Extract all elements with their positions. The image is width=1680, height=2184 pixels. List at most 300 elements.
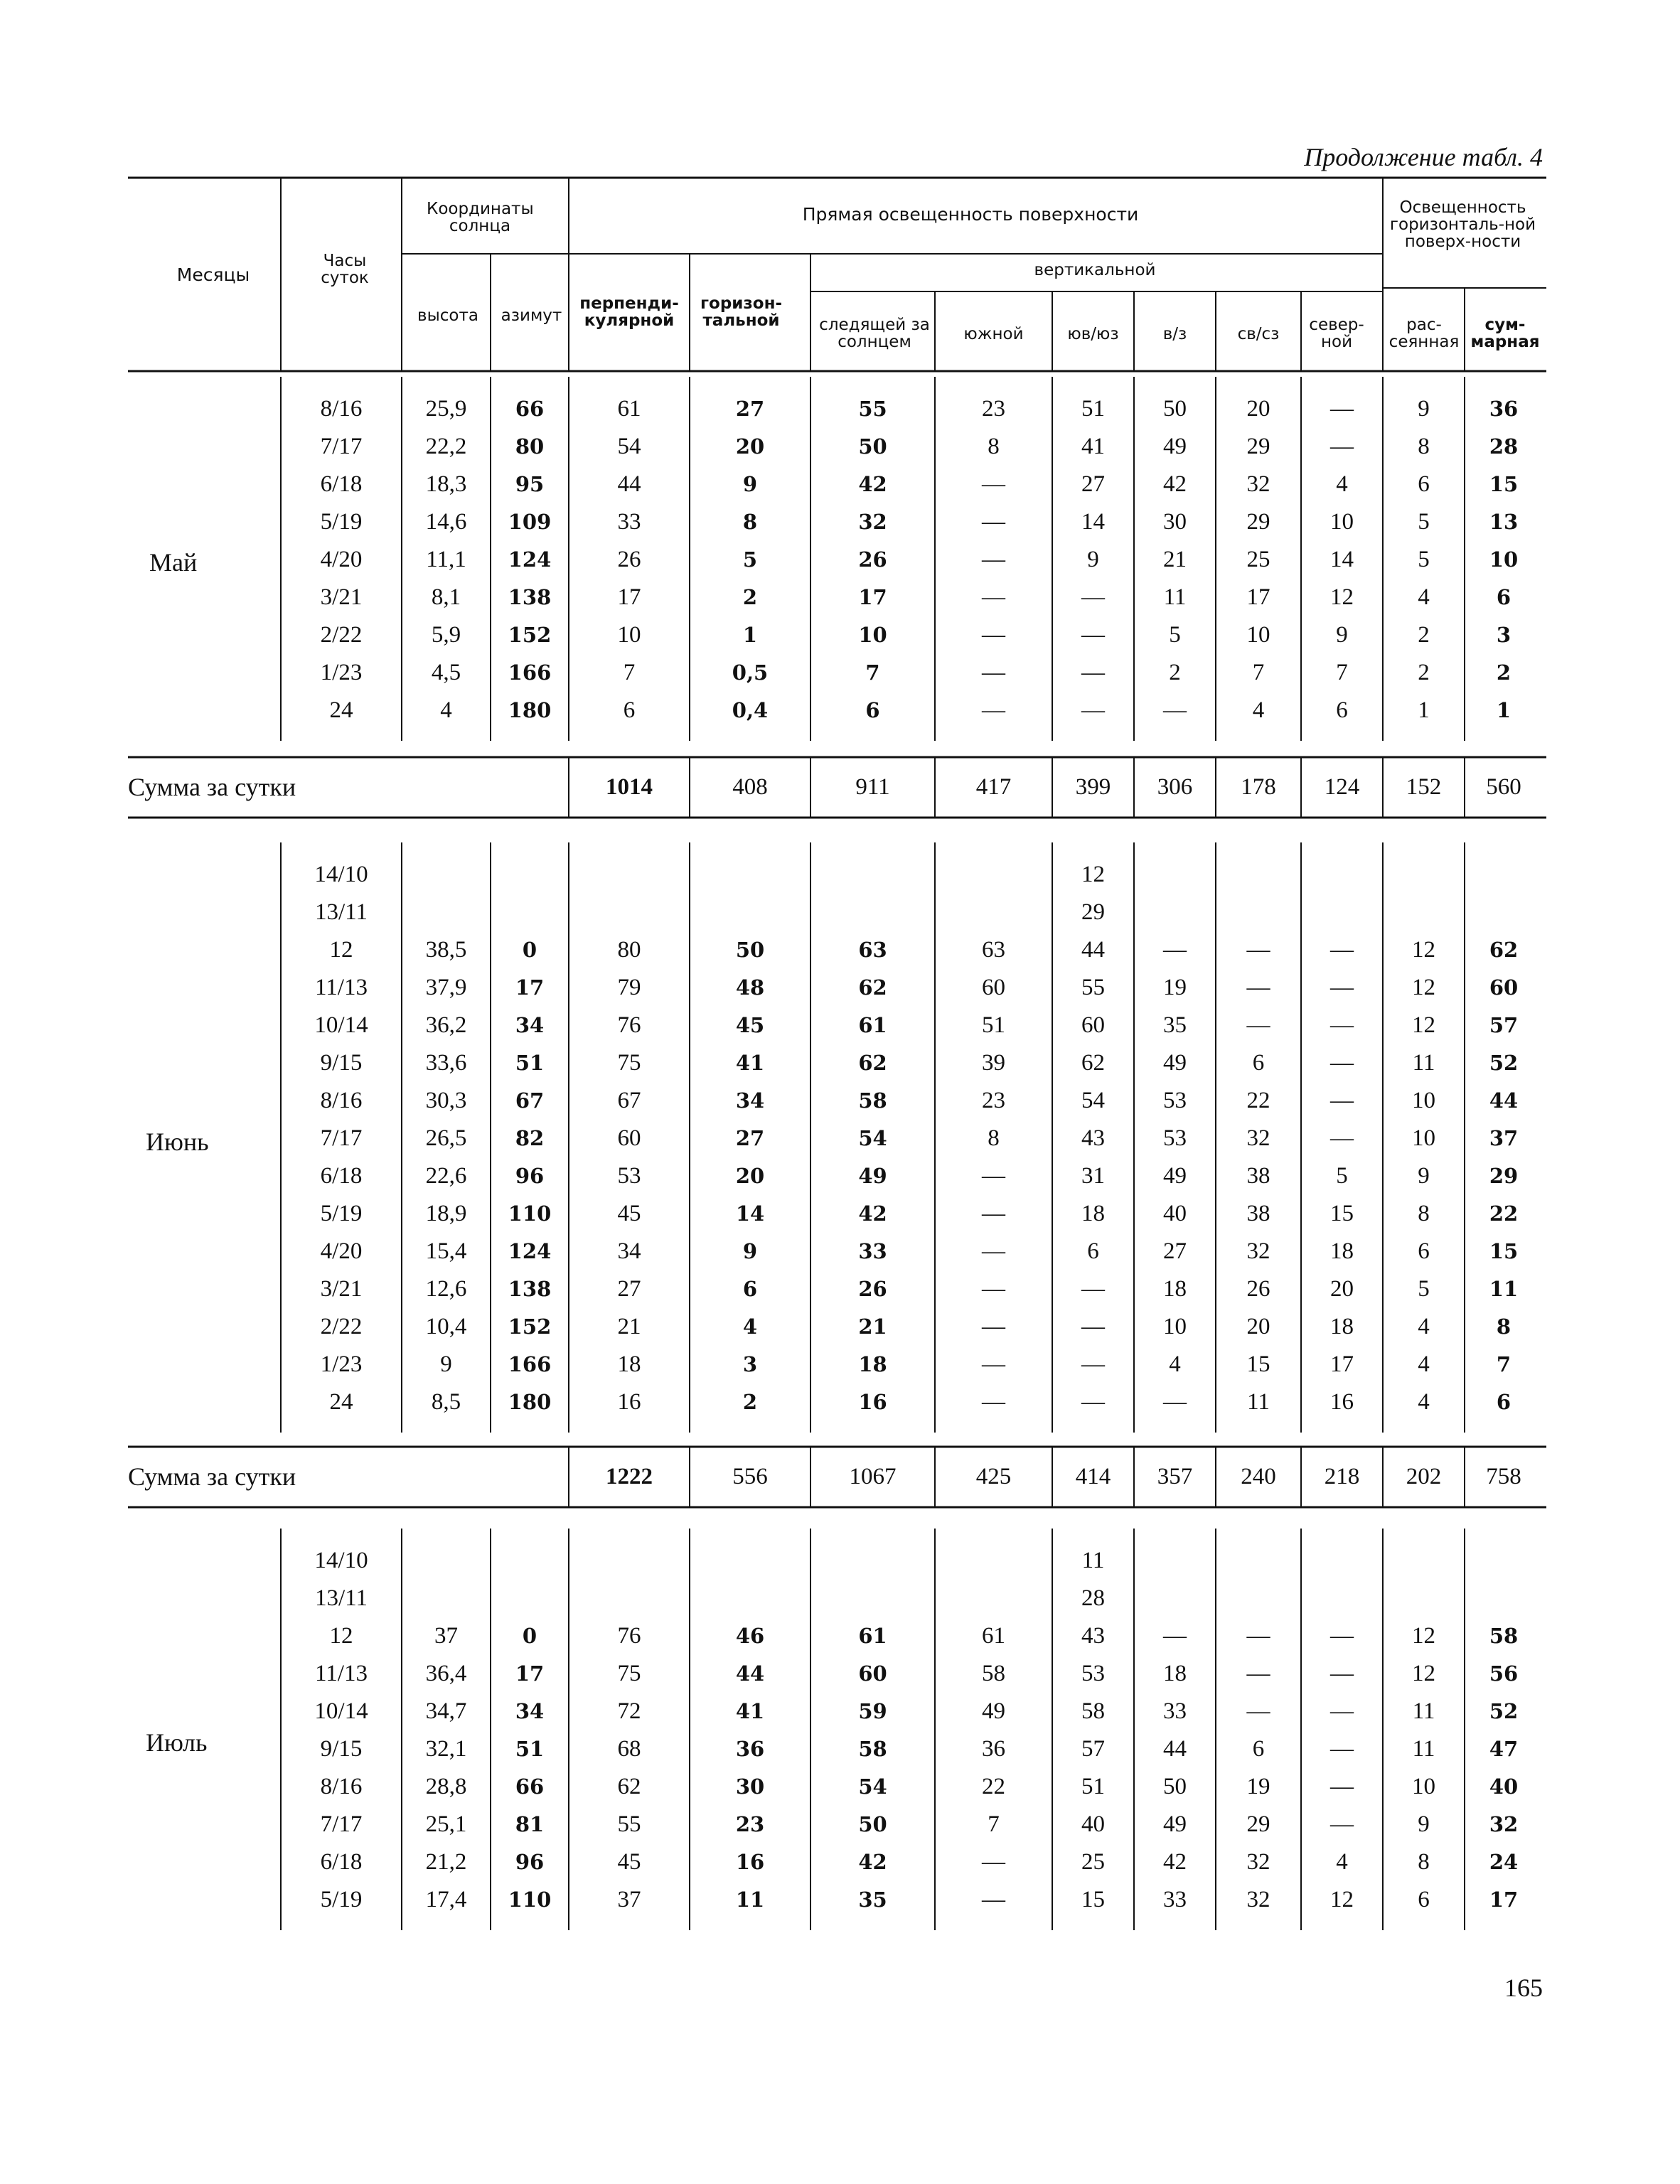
table-cell: 25,9 — [425, 396, 467, 422]
table-cell: 33 — [1163, 1887, 1187, 1912]
table-cell: 12 — [329, 1623, 353, 1649]
table-cell: 67 — [617, 1088, 641, 1113]
table-cell: 20 — [1246, 1314, 1270, 1339]
header-total: сум-марная — [1470, 316, 1540, 351]
table-cell: — — [982, 547, 1005, 572]
table-cell: 49 — [1163, 434, 1187, 459]
table-cell: — — [982, 1314, 1005, 1339]
table-cell: 57 — [1489, 1013, 1519, 1037]
table-cell: 60 — [617, 1125, 641, 1151]
table-cell: 38 — [1246, 1163, 1270, 1189]
table-cell: 4 — [440, 697, 452, 723]
table-cell: 5 — [1336, 1163, 1348, 1189]
table-cell: 34 — [617, 1238, 641, 1264]
table-cell: 4 — [1336, 1849, 1348, 1875]
page-number: 165 — [1504, 1974, 1543, 2002]
table-cell: 55 — [858, 397, 887, 421]
table-cell: 2/22 — [320, 1314, 363, 1339]
sum-cell: 202 — [1406, 1464, 1442, 1489]
table-cell: 66 — [515, 397, 545, 421]
header-ne-nw: св/сз — [1237, 325, 1280, 343]
header-diffuse: рас-сеянная — [1389, 316, 1460, 351]
table-cell: — — [1163, 937, 1187, 963]
table-cell: 9 — [440, 1351, 452, 1377]
table-cell: — — [1081, 660, 1105, 685]
table-cell: 11 — [1081, 1548, 1105, 1573]
table-cell: 40 — [1489, 1774, 1519, 1799]
table-cell: 32 — [1246, 1887, 1270, 1912]
table-cell: 138 — [508, 585, 552, 609]
table-cell: 61 — [617, 396, 641, 422]
table-cell: 18 — [1163, 1661, 1187, 1686]
table-cell: — — [1330, 1736, 1354, 1762]
table-cell: 6 — [742, 1277, 758, 1301]
table-cell: 49 — [1163, 1163, 1187, 1189]
table-cell: 11,1 — [426, 547, 466, 572]
sum-cell: 178 — [1241, 774, 1276, 800]
table-cell: 9/15 — [320, 1736, 363, 1762]
table-cell: 16 — [1330, 1389, 1354, 1415]
table-cell: — — [1246, 1661, 1270, 1686]
table-cell: 25 — [1081, 1849, 1105, 1875]
table-cell: 1 — [742, 623, 758, 647]
table-cell: 12 — [1330, 584, 1354, 610]
table-cell: 62 — [1489, 938, 1519, 962]
table-cell: 17 — [515, 975, 545, 1000]
table-cell: 3/21 — [320, 1276, 363, 1302]
table-cell: 9 — [1418, 1163, 1430, 1189]
table-cell: — — [982, 1238, 1005, 1264]
table-cell: 5,9 — [431, 622, 461, 648]
table-cell: 45 — [735, 1013, 765, 1037]
sum-cell: 560 — [1486, 774, 1521, 800]
table-cell: 0 — [522, 938, 537, 962]
table-cell: 9/15 — [320, 1050, 363, 1076]
table-cell: 45 — [617, 1201, 641, 1226]
table-cell: 42 — [858, 1201, 887, 1226]
table-cell: 4 — [1169, 1351, 1181, 1377]
table-cell: — — [982, 1389, 1005, 1415]
table-cell: 23 — [982, 396, 1005, 422]
table-cell: — — [982, 471, 1005, 497]
table-cell: 28 — [1081, 1585, 1105, 1611]
table-cell: 27 — [617, 1276, 641, 1302]
table-cell: 8,5 — [431, 1389, 461, 1415]
table-cell: 62 — [617, 1774, 641, 1799]
table-cell: 4 — [1252, 697, 1265, 723]
table-cell: 6/18 — [320, 1849, 363, 1875]
table-cell: 8/16 — [320, 1774, 363, 1799]
table-cell: 49 — [1163, 1811, 1187, 1837]
table-cell: 16 — [617, 1389, 641, 1415]
header-coords: Координаты солнца — [427, 200, 534, 235]
table-cell: 11 — [1247, 1389, 1270, 1415]
table-cell: 124 — [508, 547, 552, 572]
table-cell: 12 — [1412, 1623, 1435, 1649]
table-cell: — — [1081, 622, 1105, 648]
table-cell: 46 — [735, 1624, 765, 1648]
table-cell: 6/18 — [320, 1163, 363, 1189]
table-cell: 13 — [1489, 510, 1519, 534]
table-cell: — — [982, 660, 1005, 685]
table-cell: 44 — [1163, 1736, 1187, 1762]
table-cell: 63 — [858, 938, 887, 962]
table-cell: 110 — [508, 1201, 552, 1226]
table-cell: 8 — [1418, 434, 1430, 459]
table-cell: 42 — [1163, 471, 1187, 497]
table-cell: 8 — [742, 510, 758, 534]
table-cell: 12 — [1081, 862, 1105, 887]
table-cell: 18 — [858, 1352, 887, 1376]
table-cell: 52 — [1489, 1699, 1519, 1723]
table-cell: 2 — [742, 585, 758, 609]
table-cell: 42 — [858, 1850, 887, 1874]
table-cell: 12 — [1412, 937, 1435, 963]
table-cell: 43 — [1081, 1623, 1105, 1649]
table-cell: 33 — [617, 509, 641, 535]
table-cell: 5/19 — [320, 1201, 363, 1226]
table-cell: 58 — [1081, 1698, 1105, 1724]
table-cell: 10 — [1412, 1088, 1435, 1113]
table-cell: 12 — [1412, 975, 1435, 1000]
table-cell: 14/10 — [314, 862, 368, 887]
table-cell: 30,3 — [425, 1088, 467, 1113]
table-cell: 5/19 — [320, 509, 363, 535]
sum-cell: 1222 — [606, 1464, 653, 1489]
table-cell: 63 — [982, 937, 1005, 963]
table-cell: 27 — [1081, 471, 1105, 497]
table-cell: 7 — [623, 660, 636, 685]
sum-cell: 425 — [975, 1464, 1012, 1489]
table-cell: 14/10 — [314, 1548, 368, 1573]
table-cell: 43 — [1081, 1125, 1105, 1151]
table-cell: 124 — [508, 1239, 552, 1263]
table-cell: 60 — [858, 1661, 887, 1686]
table-cell: 27 — [1163, 1238, 1187, 1264]
table-cell: 82 — [515, 1126, 545, 1150]
table-cell: — — [1330, 1125, 1354, 1151]
table-cell: 4 — [1418, 1351, 1430, 1377]
table-cell: 50 — [858, 434, 887, 459]
table-cell: 8,1 — [431, 584, 461, 610]
table-cell: 52 — [1489, 1051, 1519, 1075]
table-cell: 44 — [735, 1661, 765, 1686]
table-cell: 26 — [617, 547, 641, 572]
table-cell: 36,2 — [425, 1012, 467, 1038]
table-cell: 0,4 — [732, 698, 769, 722]
table-cell: 33 — [858, 1239, 887, 1263]
table-cell: 4/20 — [320, 1238, 363, 1264]
table-cell: 50 — [1163, 1774, 1187, 1799]
table-cell: 36 — [1489, 397, 1519, 421]
table-cell: 11 — [1412, 1698, 1435, 1724]
table-cell: — — [1081, 1276, 1105, 1302]
table-cell: 11 — [735, 1888, 765, 1912]
table-cell: 62 — [858, 1051, 887, 1075]
table-cell: 35 — [1163, 1012, 1187, 1038]
table-cell: 6 — [1418, 471, 1430, 497]
table-cell: 40 — [1081, 1811, 1105, 1837]
table-cell: — — [1081, 697, 1105, 723]
table-cell: 17,4 — [425, 1887, 467, 1912]
table-cell: 152 — [508, 623, 552, 647]
table-cell: 29 — [1246, 1811, 1270, 1837]
table-cell: 18 — [1330, 1238, 1354, 1264]
table-cell: 80 — [617, 937, 641, 963]
table-cell: — — [982, 1351, 1005, 1377]
table-cell: 24 — [329, 1389, 353, 1415]
table-cell: 37,9 — [425, 975, 467, 1000]
table-cell: 22 — [1246, 1088, 1270, 1113]
table-cell: 37 — [617, 1887, 641, 1912]
table-cell: 6 — [1252, 1736, 1265, 1762]
table-cell: 17 — [1330, 1351, 1354, 1377]
sum-row-label: Сумма за сутки — [128, 773, 296, 801]
table-cell: 58 — [858, 1088, 887, 1113]
table-cell: 25,1 — [425, 1811, 467, 1837]
table-cell: — — [982, 622, 1005, 648]
table-cell: 95 — [515, 472, 545, 496]
table-cell: 76 — [617, 1623, 641, 1649]
header-direct: Прямая освещенность поверхности — [802, 204, 1139, 225]
table-cell: — — [982, 1887, 1005, 1912]
table-cell: 40 — [1163, 1201, 1187, 1226]
table-cell: 24 — [329, 697, 353, 723]
table-cell: 21 — [617, 1314, 641, 1339]
table-cell: 32 — [858, 510, 887, 534]
table-cell: 62 — [1081, 1050, 1105, 1076]
table-cell: 32 — [1246, 1238, 1270, 1264]
table-cell: 4,5 — [431, 660, 461, 685]
table-cell: 79 — [617, 975, 641, 1000]
table-cell: 13/11 — [315, 1585, 368, 1611]
table-cell: 5 — [1418, 509, 1430, 535]
table-cell: 49 — [1163, 1050, 1187, 1076]
sum-cell: 357 — [1157, 1464, 1193, 1489]
table-cell: — — [1330, 1811, 1354, 1837]
table-cell: — — [1330, 937, 1354, 963]
table-cell: 4 — [742, 1315, 758, 1339]
table-cell: 10 — [1330, 509, 1354, 535]
table-cell: — — [1330, 434, 1354, 459]
sum-cell: 408 — [732, 774, 768, 800]
table-cell: 53 — [1163, 1125, 1187, 1151]
table-cell: 15 — [1330, 1201, 1354, 1226]
table-cell: 81 — [515, 1812, 545, 1836]
table-cell: 10 — [1412, 1774, 1435, 1799]
table-cell: 41 — [735, 1051, 765, 1075]
table-cell: 15 — [1489, 472, 1519, 496]
table-cell: 36 — [735, 1737, 765, 1761]
sum-row-label: Сумма за сутки — [128, 1462, 296, 1491]
month-label: Июнь — [146, 1128, 209, 1156]
table-cell: 138 — [508, 1277, 552, 1301]
table-cell: 166 — [508, 1352, 552, 1376]
table-cell: 15,4 — [425, 1238, 467, 1264]
table-cell: 41 — [735, 1699, 765, 1723]
table-cell: 7 — [865, 660, 880, 685]
table-cell: 6 — [1418, 1238, 1430, 1264]
table-cell: 6 — [1087, 1238, 1099, 1264]
table-cell: 26,5 — [425, 1125, 467, 1151]
table-cell: 2 — [1169, 660, 1181, 685]
table-cell: 44 — [1489, 1088, 1519, 1113]
table-cell: 35 — [858, 1888, 887, 1912]
table-cell: 51 — [1081, 1774, 1105, 1799]
table-cell: 53 — [1163, 1088, 1187, 1113]
table-cell: — — [1246, 1698, 1270, 1724]
table-cell: 59 — [858, 1699, 887, 1723]
table-cell: 8 — [988, 434, 1000, 459]
sum-cell: 758 — [1486, 1464, 1521, 1489]
table-cell: 11/13 — [315, 1661, 368, 1686]
table-cell: 14 — [1330, 547, 1354, 572]
table-cell: 5 — [742, 547, 758, 572]
table-cell: 51 — [515, 1737, 545, 1761]
table-cell: 80 — [515, 434, 545, 459]
table-cell: 0,5 — [732, 660, 769, 685]
table-cell: 22,6 — [425, 1163, 467, 1189]
table-cell: 11 — [1412, 1736, 1435, 1762]
table-cell: 27 — [735, 397, 765, 421]
table-cell: 22 — [982, 1774, 1005, 1799]
header-altitude: высота — [417, 306, 478, 325]
table-cell: 8/16 — [320, 1088, 363, 1113]
table-cell: 50 — [735, 938, 765, 962]
table-cell: 96 — [515, 1850, 545, 1874]
table-cell: 9 — [1336, 622, 1348, 648]
table-cell: 10,4 — [425, 1314, 467, 1339]
table-cell: 11 — [1489, 1277, 1519, 1301]
table-cell: 60 — [982, 975, 1005, 1000]
table-cell: 9 — [742, 472, 758, 496]
sum-cell: 1014 — [606, 774, 653, 800]
table-cell: 45 — [617, 1849, 641, 1875]
table-cell: — — [1246, 937, 1270, 963]
table-cell: 54 — [617, 434, 641, 459]
table-cell: 50 — [1163, 396, 1187, 422]
table-cell: 180 — [508, 1390, 552, 1414]
table-cell: 15 — [1246, 1351, 1270, 1377]
table-cell: 7/17 — [320, 434, 363, 459]
table-cell: 18 — [1081, 1201, 1105, 1226]
table-cell: — — [1246, 975, 1270, 1000]
sum-cell: 911 — [855, 774, 890, 800]
table-cell: 37 — [434, 1623, 458, 1649]
table-cell: 4 — [1336, 471, 1348, 497]
table-cell: 17 — [1489, 1888, 1519, 1912]
table-cell: — — [1330, 396, 1354, 422]
table-cell: 6/18 — [320, 471, 363, 497]
table-cell: 68 — [617, 1736, 641, 1762]
table-cell: 33,6 — [425, 1050, 467, 1076]
table-cell: 51 — [982, 1012, 1005, 1038]
sum-cell: 399 — [1075, 774, 1111, 800]
table-cell: 27 — [735, 1126, 765, 1150]
table-cell: 22,2 — [425, 434, 467, 459]
table-cell: 10 — [1246, 622, 1270, 648]
table-cell: 2 — [1418, 660, 1430, 685]
table-cell: 6 — [1496, 1390, 1512, 1414]
table-cell: 9 — [1418, 1811, 1430, 1837]
table-caption: Продолжение табл. 4 — [1304, 143, 1543, 171]
table-cell: 62 — [858, 975, 887, 1000]
table-cell: — — [1163, 697, 1187, 723]
header-horiz-illum: Освещенность горизонталь-ной поверх-ности — [1389, 198, 1536, 251]
table-cell: 21 — [858, 1315, 887, 1339]
table-cell: 3 — [1496, 623, 1512, 647]
table-cell: 29 — [1246, 434, 1270, 459]
table-cell: 28,8 — [425, 1774, 467, 1799]
table-cell: 54 — [1081, 1088, 1105, 1113]
table-cell: 29 — [1246, 509, 1270, 535]
table-cell: 4 — [1418, 1314, 1430, 1339]
table-cell: 50 — [858, 1812, 887, 1836]
table-cell: 7 — [1336, 660, 1348, 685]
table-cell: 1/23 — [320, 660, 363, 685]
sum-cell: 306 — [1157, 774, 1193, 800]
table-cell: 34 — [735, 1088, 765, 1113]
table-cell: 44 — [617, 471, 641, 497]
table-cell: 2 — [1496, 660, 1512, 685]
header-perpendicular: перпенди-кулярной — [579, 294, 679, 330]
table-cell: 4 — [1418, 584, 1430, 610]
table-cell: 58 — [858, 1737, 887, 1761]
table-cell: 10 — [858, 623, 887, 647]
table-cell: 10 — [1489, 547, 1519, 572]
table-cell: 2/22 — [320, 622, 363, 648]
table-cell: 7 — [1252, 660, 1265, 685]
table-cell: — — [1330, 1088, 1354, 1113]
table-cell: 6 — [865, 698, 880, 722]
table-cell: 10 — [617, 622, 641, 648]
table-cell: 6 — [1336, 697, 1348, 723]
header-e-w: в/з — [1162, 325, 1187, 343]
table-cell: 18 — [617, 1351, 641, 1377]
table-cell: 18,3 — [425, 471, 467, 497]
table-cell: 18 — [1330, 1314, 1354, 1339]
table-cell: — — [1330, 1012, 1354, 1038]
table-cell: 42 — [1163, 1849, 1187, 1875]
table-cell: 3 — [742, 1352, 758, 1376]
table-cell: — — [982, 1163, 1005, 1189]
header-azimuth: азимут — [501, 306, 562, 325]
table-cell: 38,5 — [425, 937, 467, 963]
table-cell: 12 — [1412, 1012, 1435, 1038]
table-cell: 38 — [1246, 1201, 1270, 1226]
table-cell: 32 — [1246, 1849, 1270, 1875]
table-cell: 5/19 — [320, 1887, 363, 1912]
sum-cell: 556 — [732, 1464, 768, 1489]
table-cell: 31 — [1081, 1163, 1105, 1189]
table-cell: 55 — [1081, 975, 1105, 1000]
table-cell: 23 — [982, 1088, 1005, 1113]
table-cell: 96 — [515, 1164, 545, 1188]
table-cell: 1/23 — [320, 1351, 363, 1377]
table-cell: — — [1081, 1314, 1105, 1339]
table-cell: 75 — [617, 1050, 641, 1076]
table-cell: 24 — [1489, 1850, 1519, 1874]
table-cell: 20 — [1330, 1276, 1354, 1302]
table-cell: 9 — [1087, 547, 1099, 572]
table-cell: — — [1081, 584, 1105, 610]
sum-cell: 240 — [1241, 1464, 1276, 1489]
table-cell: 16 — [858, 1390, 887, 1414]
table-cell: 19 — [1246, 1774, 1270, 1799]
table-cell: 13/11 — [315, 899, 368, 925]
table-cell: — — [1330, 975, 1354, 1000]
table-cell: 66 — [515, 1774, 545, 1799]
